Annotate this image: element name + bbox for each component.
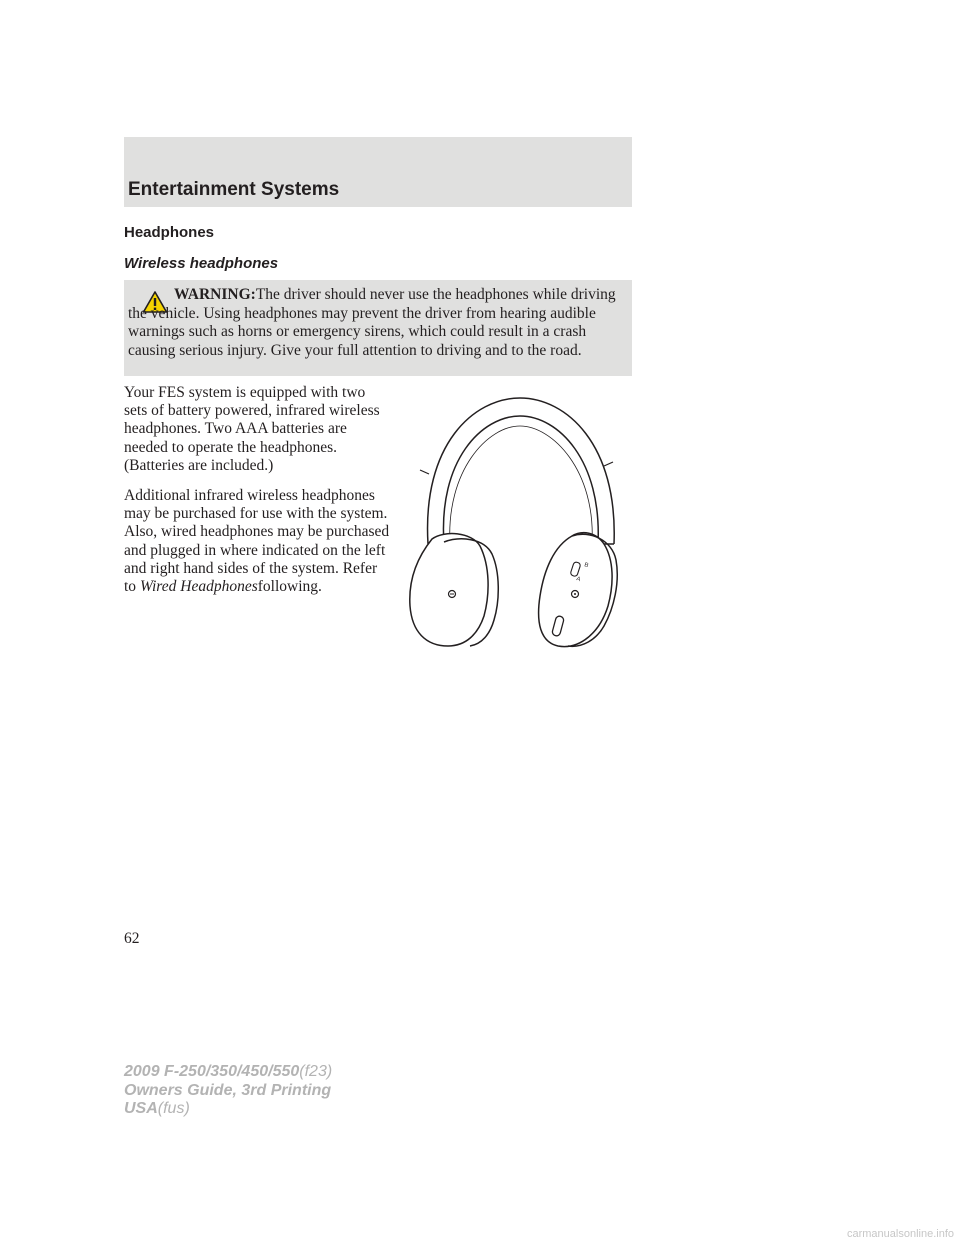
warning-paragraph <box>128 286 628 360</box>
document-footer <box>124 1063 332 1119</box>
warning-label: WARNING: <box>174 286 256 303</box>
figure-label-b: B <box>583 562 590 570</box>
section-title: Entertainment Systems <box>128 179 340 200</box>
warning-text: The driver should never use the headphones while driving the vehicle. Using headphones may prevent the driver from hearing audible warnings such as horns or emergency sirens, which could result in a crash causing serious injury. Give your full attention to driving and to the road. <box>128 286 616 359</box>
warning-box <box>124 280 632 376</box>
wired-headphones-reference: Wired Headphones <box>139 578 258 596</box>
section-header-band <box>124 137 632 207</box>
footer-line-guide: Owners Guide, 3rd Printing <box>124 1081 332 1099</box>
page-number: 62 <box>124 930 140 947</box>
page-heading: Headphones <box>124 224 215 241</box>
paragraph-suffix: following. <box>257 578 322 596</box>
page-subheading: Wireless headphones <box>124 255 279 272</box>
body-text-column <box>124 384 392 608</box>
figure-label-a: A <box>575 576 582 584</box>
watermark-link[interactable]: carmanualsonline.info <box>846 1228 954 1240</box>
paragraph-additional-headphones <box>124 487 392 596</box>
footer-line-model: 2009 F-250/350/450/550(f23) <box>124 1063 333 1080</box>
paragraph-additional-text: Additional infrared wireless headphones may be purchased for use with the system. Also, wired headphones may be purchased and plugged in where indicated on the left and right hand sides of the system. Refer to <box>124 487 390 596</box>
paragraph-batteries: Your FES system is equipped with two sets of battery powered, infrared wireless headphones. Two AAA batteries are needed to operate the headphones. (Batteries are included.) <box>124 384 380 474</box>
footer-line-region: USA(fus) <box>124 1100 190 1117</box>
headphones-illustration <box>404 394 632 656</box>
